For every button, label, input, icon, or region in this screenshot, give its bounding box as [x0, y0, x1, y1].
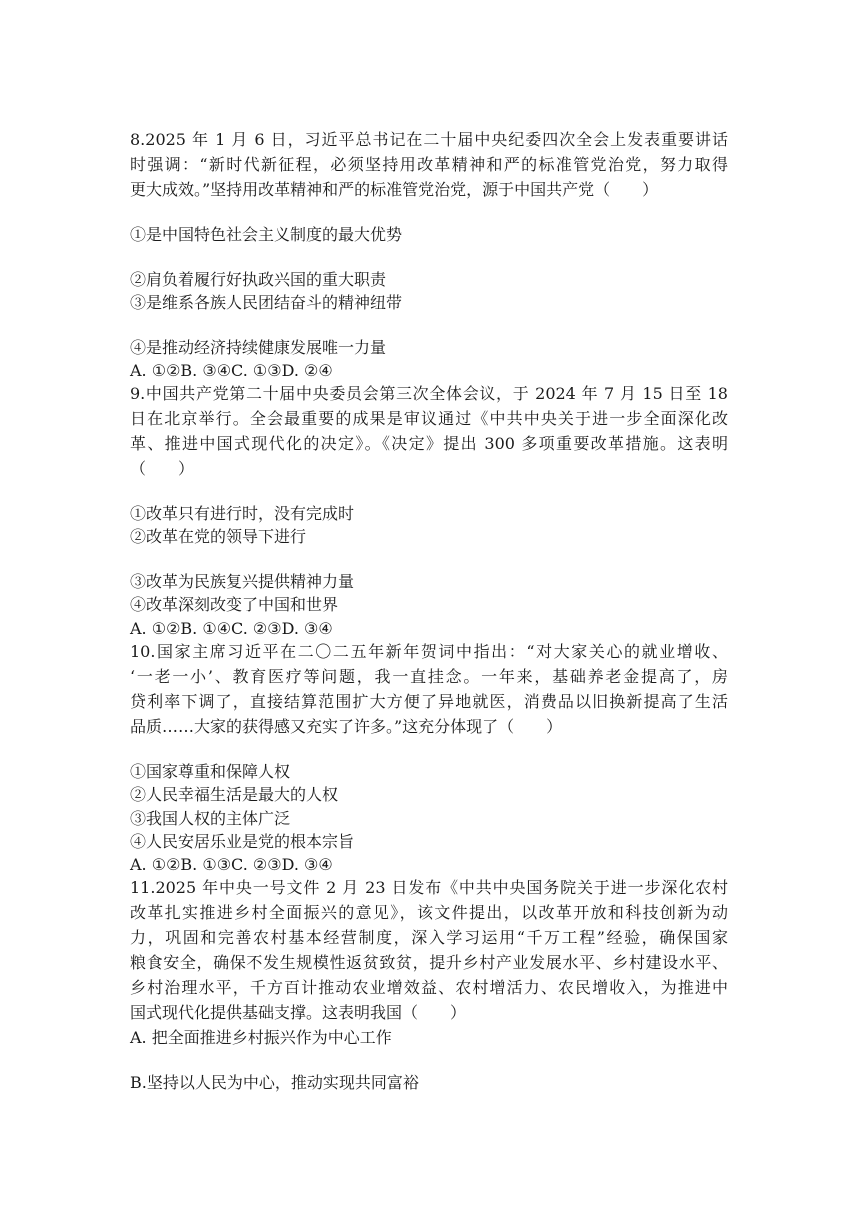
- q10-option-3: ③我国人权的主体广泛: [130, 809, 291, 828]
- q9-stem-line-2: 日在北京举行。全会最重要的成果是审议通过《中共中央关于进一步全面深化改: [130, 409, 728, 428]
- q8-stem-line-2: 时强调：“新时代新征程，必须坚持用改革精神和严的标准管党治党，努力取得: [130, 155, 728, 174]
- q8-answer-choices: A. ①②B. ③④C. ①③D. ②④: [130, 361, 333, 380]
- q10-stem-line-1: 10.国家主席习近平在二〇二五年新年贺词中指出：“对大家关心的就业增收、: [130, 642, 728, 661]
- q11-stem-line-5: 乡村治理水平，千方百计推动农业增效益、农村增活力、农民增收入，为推进中: [130, 978, 728, 997]
- q9-stem-line-1: 9.中国共产党第二十届中央委员会第三次全体会议，于 2024 年 7 月 15 日至 18: [130, 384, 728, 403]
- q10-option-2: ②人民幸福生活是最大的人权: [130, 785, 339, 804]
- q8-stem-line-3: 更大成效。”坚持用改革精神和严的标准管党治党，源于中国共产党（ ）: [130, 180, 659, 199]
- q10-stem-line-3: 贷利率下调了，直接结算范围扩大方便了异地就医，消费品以旧换新提高了生活: [130, 692, 728, 711]
- q9-option-2: ②改革在党的领导下进行: [130, 527, 307, 546]
- q11-stem-line-1: 11.2025 年中央一号文件 2 月 23 日发布《中共中央国务院关于进一步深化农村: [130, 878, 728, 897]
- q9-answer-choices: A. ①②B. ①④C. ②③D. ③④: [130, 619, 333, 638]
- q10-answer-choices: A. ①②B. ①③C. ②③D. ③④: [130, 855, 333, 874]
- q10-stem-line-4: 品质……大家的获得感又充实了许多。”这充分体现了（ ）: [130, 717, 563, 736]
- q9-option-1: ①改革只有进行时，没有完成时: [130, 504, 355, 523]
- q8-option-1: ①是中国特色社会主义制度的最大优势: [130, 225, 403, 244]
- q10-option-4: ④人民安居乐业是党的根本宗旨: [130, 832, 355, 851]
- q11-stem-line-2: 改革扎实推进乡村全面振兴的意见》，该文件提出，以改革开放和科技创新为动: [130, 903, 728, 922]
- q8-stem-line-1: 8.2025 年 1 月 6 日，习近平总书记在二十届中央纪委四次全会上发表重要讲话: [130, 130, 728, 149]
- q8-option-4: ④是推动经济持续健康发展唯一力量: [130, 338, 387, 357]
- q9-option-4: ④改革深刻改变了中国和世界: [130, 595, 339, 614]
- q10-stem-line-2: ‘一老一小’、教育医疗等问题，我一直挂念。一年来，基础养老金提高了，房: [130, 667, 728, 686]
- q11-stem-line-6: 国式现代化提供基础支撑。这表明我国（ ）: [130, 1003, 467, 1022]
- q9-stem-line-4: （ ）: [130, 459, 195, 478]
- q11-stem-line-3: 力，巩固和完善农村基本经营制度，深入学习运用“千万工程”经验，确保国家: [130, 928, 728, 947]
- q8-option-3: ③是维系各族人民团结奋斗的精神纽带: [130, 293, 403, 312]
- q11-option-a: A. 把全面推进乡村振兴作为中心工作: [130, 1028, 392, 1047]
- q11-option-b: B.坚持以人民为中心，推动实现共同富裕: [130, 1073, 419, 1092]
- q11-stem-line-4: 粮食安全，确保不发生规模性返贫致贫，提升乡村产业发展水平、乡村建设水平、: [130, 953, 728, 972]
- q9-stem-line-3: 革、推进中国式现代化的决定》。《决定》提出 300 多项重要改革措施。这表明: [130, 434, 728, 453]
- q9-option-3: ③改革为民族复兴提供精神力量: [130, 572, 355, 591]
- q8-option-2: ②肩负着履行好执政兴国的重大职责: [130, 270, 387, 289]
- q10-option-1: ①国家尊重和保障人权: [130, 762, 291, 781]
